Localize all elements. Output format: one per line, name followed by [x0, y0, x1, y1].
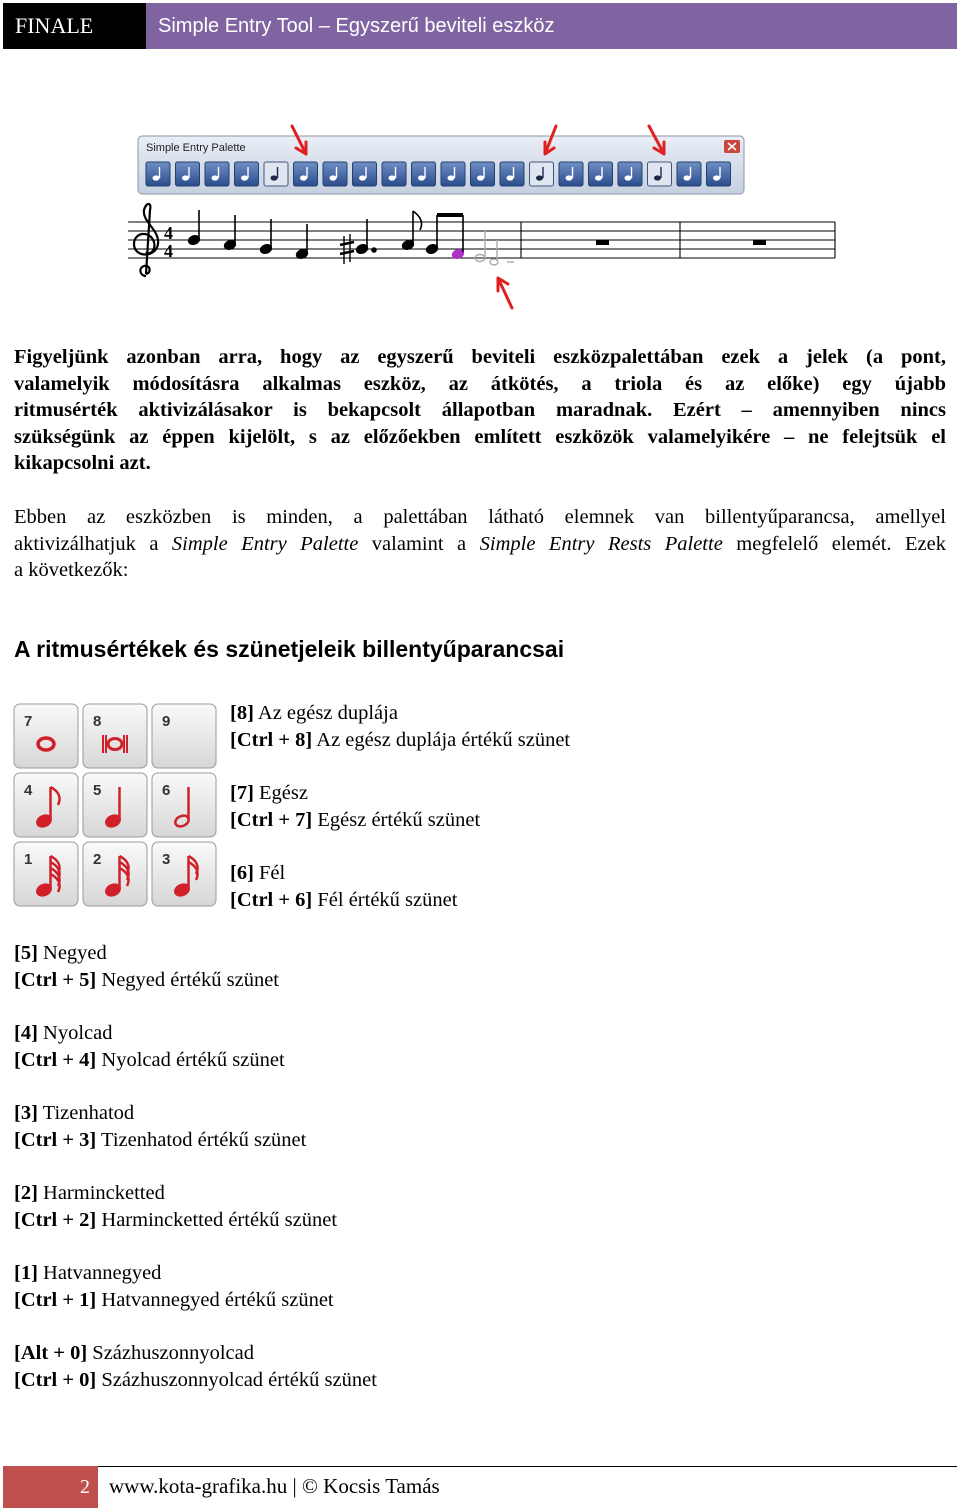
shortcut-rest-desc: Negyed értékű szünet	[96, 968, 279, 991]
rests-palette-name: Simple Entry Rests Palette	[479, 532, 723, 555]
shortcut-rest-desc: Fél értékű szünet	[312, 888, 458, 911]
shortcut-desc: Egész	[253, 782, 308, 804]
tie-button[interactable]	[648, 162, 672, 186]
shortcut-desc: Fél	[253, 862, 286, 884]
shortcut-rest-desc: Hatvannegyed értékű szünet	[96, 1288, 334, 1311]
paragraph-line: a következők:	[14, 559, 129, 582]
svg-text:4: 4	[164, 241, 173, 261]
numpad-key-4	[14, 773, 78, 837]
whole-button[interactable]	[235, 162, 259, 186]
page-number: 2	[3, 1466, 98, 1508]
whole-rest-icon	[753, 240, 766, 245]
svg-text:4: 4	[24, 782, 33, 799]
shortcut-desc: Hatvannegyed	[37, 1262, 162, 1284]
header-title: Simple Entry Tool – Egyszerű beviteli eszköz	[146, 3, 957, 49]
shortcut-desc: Negyed	[37, 942, 107, 964]
dot-button[interactable]	[471, 162, 495, 186]
palette-name: Simple Entry Palette	[171, 532, 359, 555]
shortcut-rest-key: [Ctrl + 5]	[14, 968, 97, 991]
quarter-button[interactable]	[294, 162, 318, 186]
shortcut-rest-key: [Ctrl + 6]	[230, 888, 313, 911]
shortcut-key: [7]	[230, 782, 254, 804]
svg-text:1: 1	[24, 851, 33, 868]
shortcut-key: [8]	[230, 702, 254, 724]
svg-text:9: 9	[162, 713, 171, 730]
eighth-button[interactable]	[323, 162, 347, 186]
shortcut-item	[230, 700, 570, 753]
music-staff	[128, 204, 835, 276]
numpad-key-3	[152, 842, 216, 906]
shortcut-desc: Tizenhatod	[37, 1102, 135, 1124]
header-label: FINALE	[3, 3, 146, 49]
svg-text:4: 4	[164, 223, 173, 243]
shortcut-item	[14, 1020, 285, 1073]
shortcut-desc: Harmincketted	[37, 1182, 165, 1204]
pencil-button[interactable]	[146, 162, 170, 186]
shortcut-key: [Alt + 0]	[14, 1342, 88, 1364]
arrows-button[interactable]	[176, 162, 200, 186]
flat-button[interactable]	[530, 162, 554, 186]
numpad-key-1	[14, 842, 78, 906]
svg-text:3: 3	[162, 851, 171, 868]
shortcut-desc: Nyolcad	[37, 1022, 113, 1044]
thirty-second-button[interactable]	[382, 162, 406, 186]
plus-half-button[interactable]	[589, 162, 613, 186]
paragraph-line: kikapcsolni azt.	[14, 452, 151, 475]
shortcut-item	[230, 860, 457, 913]
shortcut-key: [1]	[14, 1262, 38, 1284]
shortcut-rest-desc: Nyolcad értékű szünet	[96, 1048, 285, 1071]
shortcut-rest-desc: Az egész duplája értékű szünet	[312, 728, 571, 751]
paragraph-line: valamelyik módosításra alkalmas eszköz, az átkötés, a triola és az előke) egy újabb	[14, 372, 946, 395]
shortcut-item	[230, 780, 480, 833]
shortcut-desc: Az egész duplája	[253, 702, 398, 724]
shortcut-rest-key: [Ctrl + 1]	[14, 1288, 97, 1311]
shortcut-rest-key: [Ctrl + 8]	[230, 728, 313, 751]
section-title: A ritmusértékek és szünetjeleik billentyűparancsai	[14, 636, 565, 662]
shortcut-item	[14, 1180, 337, 1233]
shortcut-rest-desc: Százhuszonnyolcad értékű szünet	[96, 1368, 377, 1391]
shortcut-rest-key: [Ctrl + 2]	[14, 1208, 97, 1231]
paragraph-line: Ebben az eszközben is minden, a palettában látható elemnek van billentyűparancsa, amellyel	[14, 506, 946, 528]
shortcut-rest-desc: Harmincketted értékű szünet	[96, 1208, 338, 1231]
shortcut-key: [6]	[230, 862, 254, 884]
shortcut-rest-key: [Ctrl + 7]	[230, 808, 313, 831]
shortcut-key: [2]	[14, 1182, 38, 1204]
double-whole-button[interactable]	[205, 162, 229, 186]
svg-text:7: 7	[24, 713, 33, 730]
page-header	[3, 3, 957, 49]
numpad-key-2	[83, 842, 147, 906]
tuplet-button[interactable]	[677, 162, 701, 186]
paragraph-line: ritmusérték aktivizálásakor is bekapcsolt állapotban maradnak. Ezért – amennyiben nincs	[14, 399, 946, 422]
half-button[interactable]	[264, 162, 288, 186]
palette-figure	[120, 118, 850, 323]
shortcut-item	[14, 1100, 306, 1153]
shortcut-key: [4]	[14, 1022, 38, 1044]
shortcut-key: [3]	[14, 1102, 38, 1124]
sixty-fourth-button[interactable]	[412, 162, 436, 186]
palette-title: Simple Entry Palette	[146, 142, 246, 154]
svg-text:5: 5	[93, 782, 102, 799]
numpad-key-5	[83, 773, 147, 837]
footer-text: www.kota-grafika.hu | © Kocsis Tamás	[109, 1474, 440, 1498]
paragraph-line: szükségünk az éppen kijelölt, s az előzőekben említett eszközök valamelyikére – ne felejtsük el	[14, 425, 946, 448]
numpad-key-6	[152, 773, 216, 837]
shortcut-rest-desc: Tizenhatod értékű szünet	[96, 1128, 307, 1151]
simple-entry-palette	[138, 136, 744, 194]
paragraph-line: Figyeljünk azonban arra, hogy az egyszerű beviteli eszközpalettában ezek a jelek (a pont,	[14, 346, 946, 368]
one-twenty-eighth-button[interactable]	[441, 162, 465, 186]
footer-divider	[98, 1466, 957, 1467]
shortcut-item	[14, 940, 279, 993]
grace-button[interactable]	[707, 162, 731, 186]
page-footer	[3, 1466, 957, 1508]
svg-text:8: 8	[93, 713, 102, 730]
paragraph-line: aktivizálhatjuk a Simple Entry Palette valamint a Simple Entry Rests Palette megfelelő elemét. Ezek	[14, 532, 946, 555]
paragraph-warning	[14, 344, 946, 477]
minus-half-button[interactable]	[618, 162, 642, 186]
shortcut-desc: Százhuszonnyolcad	[87, 1342, 254, 1364]
sharp-button[interactable]	[500, 162, 524, 186]
natural-button[interactable]	[559, 162, 583, 186]
shortcut-rest-key: [Ctrl + 3]	[14, 1128, 97, 1151]
svg-text:6: 6	[162, 782, 171, 799]
shortcut-rest-key: [Ctrl + 4]	[14, 1048, 97, 1071]
numpad-image	[12, 702, 218, 915]
whole-rest-icon	[596, 240, 609, 245]
sixteenth-button[interactable]	[353, 162, 377, 186]
numpad-key-8	[83, 704, 147, 768]
shortcut-item	[14, 1260, 334, 1313]
paragraph-shortcuts-intro	[14, 504, 946, 584]
shortcut-key: [5]	[14, 942, 38, 964]
numpad-key-7	[14, 704, 78, 768]
numpad-key-9	[152, 704, 216, 768]
svg-text:2: 2	[93, 851, 102, 868]
shortcut-rest-desc: Egész értékű szünet	[312, 808, 481, 831]
shortcut-item	[14, 1340, 377, 1393]
shortcut-rest-key: [Ctrl + 0]	[14, 1368, 97, 1391]
